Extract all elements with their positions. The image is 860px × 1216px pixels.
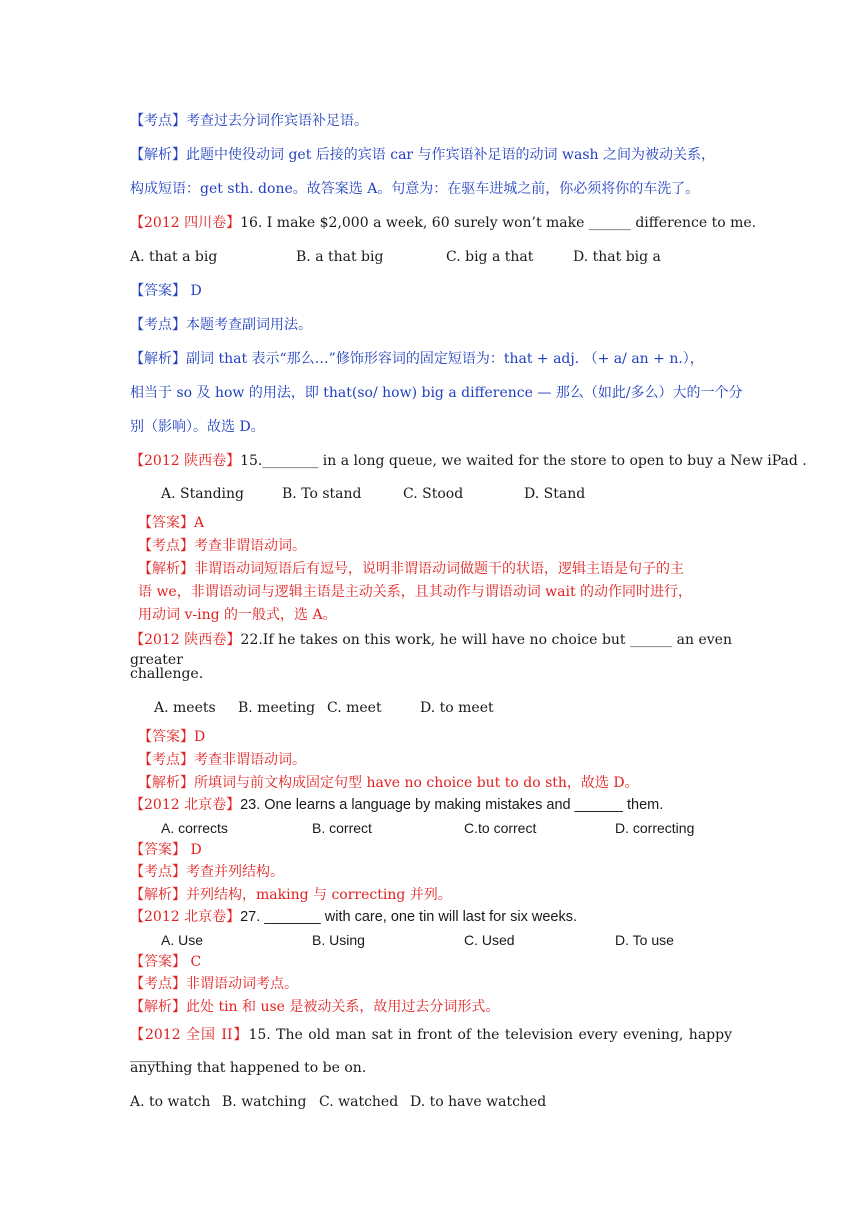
option-d: D. to meet	[420, 700, 494, 716]
answer-line: 【答案】D	[138, 729, 206, 745]
analysis-line: 【解析】非谓语动词短语后有逗号，说明非谓语动词做题干的状语，逻辑主语是句子的主	[138, 561, 684, 577]
option-c: C.to correct	[464, 820, 537, 836]
question-line	[130, 907, 577, 927]
analysis-line: 别（影响）。故选 D。	[130, 419, 265, 435]
question-text: 15.________ in a long queue, we waited for the store to open to buy a New iPad .	[240, 453, 807, 469]
analysis-line: 【解析】此题中使役动词 get 后接的宾语 car 与作宾语补足语的动词 wash 之间为被动关系，	[130, 147, 715, 163]
question-line	[130, 630, 732, 670]
option-d: D. that big a	[573, 249, 661, 265]
exam-point-line: 【考点】考查非谓语动词。	[138, 752, 306, 768]
option-a: A. to watch	[130, 1094, 211, 1110]
option-a: A. Use	[161, 932, 204, 948]
option-c: C. watched	[319, 1094, 399, 1110]
exam-point-line: 【考点】考查并列结构。	[130, 864, 284, 880]
question-text: 22.If he takes on this work, he will have no choice but ______ an even greater	[130, 632, 732, 668]
source-tag: 【2012 北京卷】	[130, 909, 241, 925]
exam-point-line: 【考点】非谓语动词考点。	[130, 976, 298, 992]
question-line	[130, 795, 663, 815]
exam-point-line: 【考点】考查过去分词作宾语补足语。	[130, 113, 368, 129]
source-tag: 【2012 四川卷】	[130, 215, 241, 231]
option-b: B. a that big	[296, 249, 384, 265]
option-c: C. big a that	[446, 249, 534, 265]
answer-line: 【答案】 D	[130, 842, 202, 858]
option-b: B. Using	[312, 932, 365, 948]
answer-line: 【答案】 D	[130, 283, 202, 299]
source-tag: 【2012 陕西卷】	[130, 632, 241, 648]
analysis-line: 用动词 v-ing 的一般式，选 A。	[138, 607, 337, 623]
option-d: D. correcting	[615, 820, 695, 836]
option-a: A. Standing	[161, 486, 245, 502]
option-a: A. that a big	[130, 249, 218, 265]
option-b: B. meeting	[238, 700, 316, 716]
answer-line: 【答案】 C	[130, 954, 202, 970]
analysis-line: 语 we，非谓语动词与逻辑主语是主动关系，且其动作与谓语动词 wait 的动作同时进行，	[138, 584, 693, 600]
option-b: B. To stand	[282, 486, 362, 502]
option-b: B. watching	[222, 1094, 307, 1110]
analysis-line: 【解析】所填词与前文构成固定句型 have no choice but to do sth，故选 D。	[138, 775, 639, 791]
exam-point-line: 【考点】考查非谓语动词。	[138, 538, 306, 554]
analysis-line: 【解析】此处 tin 和 use 是被动关系，故用过去分词形式。	[130, 999, 500, 1015]
answer-line: 【答案】A	[138, 515, 205, 531]
analysis-line: 【解析】副词 that 表示“那么…”修饰形容词的固定短语为：that + adj. （+ a/ an + n.），	[130, 351, 704, 367]
option-c: C. Stood	[403, 486, 464, 502]
question-text: 15. The old man sat in front of the television every evening, happy _____	[130, 1027, 733, 1063]
option-a: A. meets	[154, 700, 216, 716]
question-line	[130, 451, 807, 471]
source-tag: 【2012 北京卷】	[130, 797, 241, 813]
analysis-line: 构成短语：get sth. done。故答案选 A。句意为：在驱车进城之前，你必须将你的车洗了。	[130, 181, 700, 197]
question-line: challenge.	[130, 666, 204, 682]
option-a: A. corrects	[161, 820, 228, 836]
question-text: 27. _______ with care, one tin will last for six weeks.	[240, 909, 577, 925]
question-text: 16. I make $2,000 a week, 60 surely won’t make ______ difference to me.	[240, 215, 757, 231]
question-text: 23. One learns a language by making mistakes and ______ them.	[240, 797, 664, 813]
option-d: D. to have watched	[410, 1094, 547, 1110]
source-tag: 【2012 陕西卷】	[130, 453, 241, 469]
option-d: D. To use	[615, 932, 674, 948]
analysis-line: 【解析】并列结构，making 与 correcting 并列。	[130, 887, 452, 903]
question-line: anything that happened to be on.	[130, 1060, 367, 1076]
option-c: C. Used	[464, 932, 515, 948]
question-line	[130, 213, 756, 233]
option-d: D. Stand	[524, 486, 586, 502]
analysis-line: 相当于 so 及 how 的用法，即 that(so/ how) big a difference — 那么（如此/多么）大的一个分	[130, 385, 743, 401]
source-tag: 【2012 全国 II】	[130, 1027, 249, 1043]
option-b: B. correct	[312, 820, 372, 836]
option-c: C. meet	[327, 700, 382, 716]
exam-point-line: 【考点】本题考查副词用法。	[130, 317, 312, 333]
